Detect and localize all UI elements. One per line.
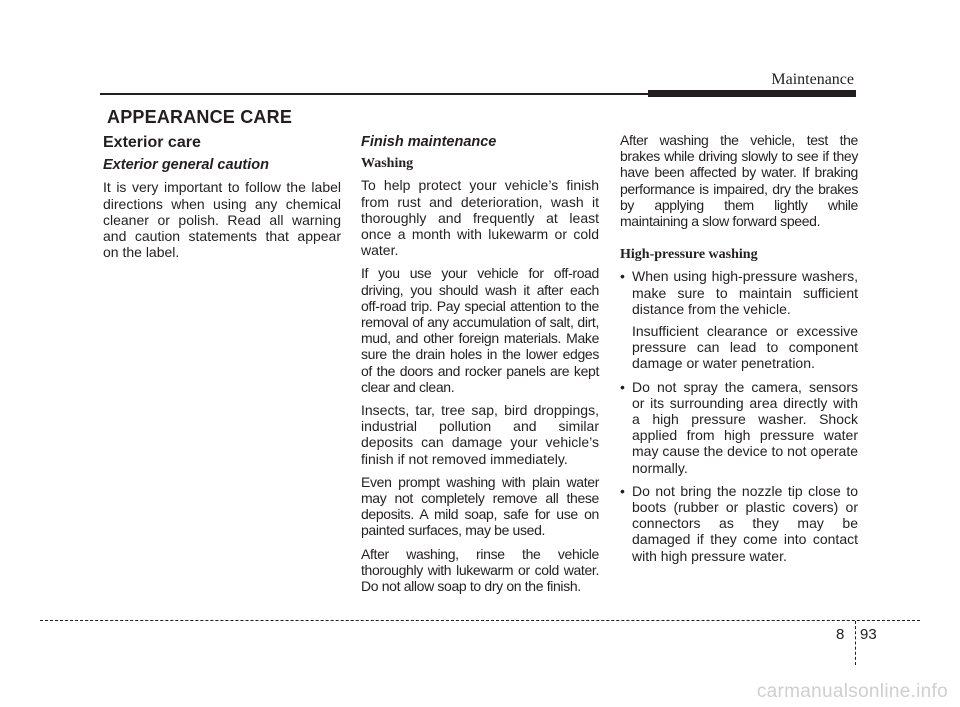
washing-paragraph-5: After washing, rinse the vehicle thoroughly with lukewarm or cold water. Do not allow soap to dry on the finish. (361, 545, 599, 595)
watermark: carmanualsonline.info (756, 681, 948, 702)
washing-paragraph-4: Even prompt washing with plain water may not completely remove all these deposits. A mild soap, safe for use on painted surfaces, may be used. (361, 473, 599, 539)
section-title: APPEARANCE CARE (107, 107, 293, 127)
bullet-text: Do not spray the camera, sensors or its surrounding area directly with a high pressure washer. Shock applied from high pressure water may cause the device to not operate normally. (632, 378, 858, 476)
finish-maintenance-heading: Finish maintenance (361, 134, 497, 150)
washing-heading: Washing (361, 156, 414, 172)
caution-paragraph: It is very important to follow the label directions when using any chemical cleaner or polish. Read all warning and caution statements that appear on the label. (103, 179, 341, 261)
bullet-text: When using high-pressure washers, make sure to maintain sufficient distance from the vehicle. (632, 268, 858, 317)
list-item (620, 379, 858, 476)
header-rule (100, 93, 648, 95)
bullet-text: Do not bring the nozzle tip close to boots (rubber or plastic covers) or connectors as they may be damaged if they come into contact with high pressure water. (632, 482, 858, 564)
list-item (620, 268, 858, 371)
list-item (620, 483, 858, 564)
column-3 (620, 132, 858, 571)
brake-test-paragraph: After washing the vehicle, test the brakes while driving slowly to see if they have been affected by water. If braking performance is impaired, dry the brakes by applying them lightly while maintaining a slow forward speed. (620, 132, 858, 230)
footer-rule (40, 620, 920, 621)
column-2 (361, 132, 599, 601)
exterior-general-caution-heading: Exterior general caution (103, 157, 269, 174)
washing-paragraph-3: Insects, tar, tree sap, bird droppings, industrial pollution and similar deposits can damage your vehicle’s finish if not removed immediately. (361, 402, 599, 467)
high-pressure-washing-heading: High-pressure washing (620, 247, 758, 263)
high-pressure-list (620, 268, 858, 563)
exterior-care-heading: Exterior care (103, 134, 201, 151)
page-number: 93 (860, 626, 877, 643)
bullet-subtext: Insufficient clearance or excessive pressure can lead to component damage or water penetration. (632, 323, 858, 372)
washing-paragraph-2: If you use your vehicle for off-road driving, you should wash it after each off-road trip. Pay special attention to the removal of any accumulation of salt, dirt, mud, and other foreign materials. Make sure the drain holes in the lower edges of the doors and rocker panels are kept clear and clean. (361, 265, 599, 395)
column-1 (103, 132, 341, 267)
header-rule-accent (648, 90, 856, 97)
footer-divider (855, 621, 856, 665)
chapter-number: 8 (836, 626, 845, 643)
washing-paragraph-1: To help protect your vehicle’s finish from rust and deterioration, wash it thoroughly and frequently at least once a month with lukewarm or cold water. (361, 177, 599, 259)
running-header: Maintenance (771, 71, 854, 88)
